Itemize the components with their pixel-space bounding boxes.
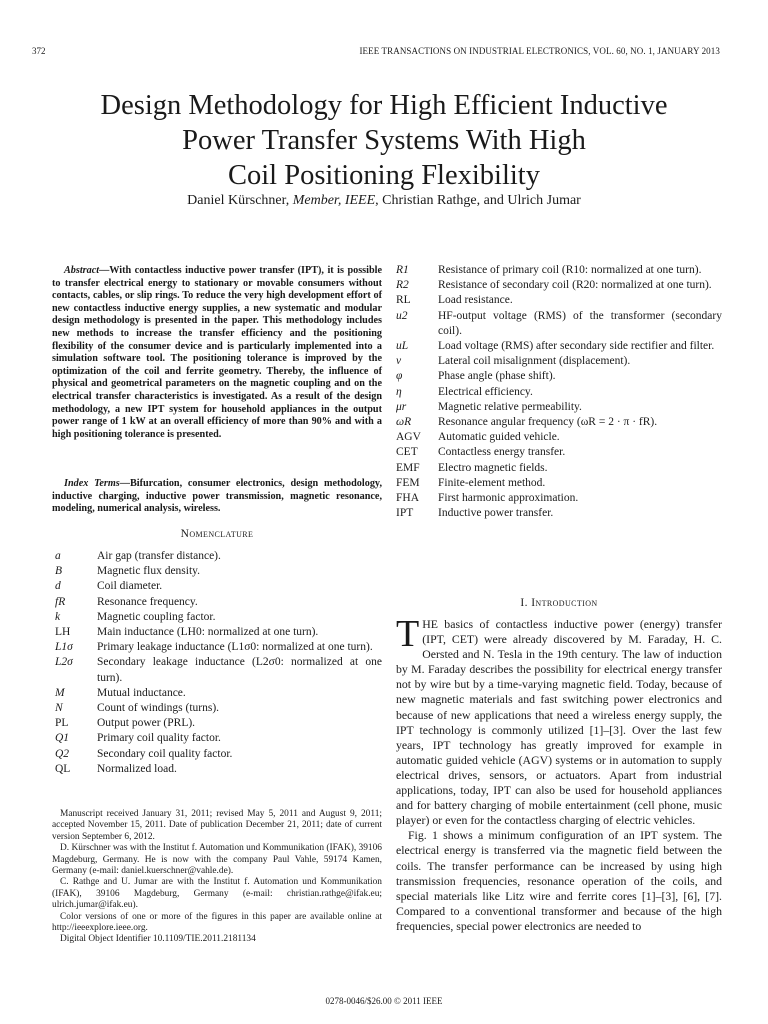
- footnote: Color versions of one or more of the figures in this paper are available online at http://ieeexplore.ieee.org.: [52, 911, 382, 934]
- intro-paragraph: THE basics of contactless inductive power (energy) transfer (IPT, CET) were already discovered by M. Faraday, H. C. Oersted and N. Tesla in the 19th century. The law of induction by M. Faraday describes the possibility for electrical energy transfer not by wire but by a time-varying magnetic field. Today, because of new magnetic materials and fast switching power electronics and because of new applications that need a wireless energy supply, the IPT technology is commonly utilized [1]–[3]. Over the last few years, IPT technology has greatly improved for example in automatic guided vehicle (AGV) systems or in automation to supply electrical drives, sensors, or actuators. Apart from industrial applications, today, IPT can also be used for household appliances and for battery charging of mobile entertainment (cell phone, music player) or even for the contactless charging of electric vehicles.: [396, 613, 722, 828]
- nomenclature-symbol: RL: [396, 294, 411, 307]
- nomenclature-definition: Normalized load.: [97, 762, 177, 775]
- nomenclature-definition: Magnetic flux density.: [97, 565, 201, 578]
- title-line: Coil Positioning Flexibility: [228, 160, 540, 191]
- nomenclature-symbol: R2: [396, 279, 409, 292]
- nomenclature-item: [55, 610, 382, 625]
- page-number: 372: [32, 46, 46, 56]
- nomenclature-definition: Mutual inductance.: [97, 686, 186, 699]
- nomenclature-item: [396, 339, 722, 354]
- nomenclature-item: [396, 354, 722, 369]
- nomenclature-symbol: IPT: [396, 507, 414, 520]
- nomenclature-item: [396, 293, 722, 308]
- nomenclature-definition: Main inductance (LH0: normalized at one turn).: [97, 626, 319, 639]
- nomenclature-definition: Air gap (transfer distance).: [97, 550, 221, 562]
- nomenclature-item: [396, 369, 722, 384]
- intro-paragraph: Fig. 1 shows a minimum configuration of an IPT system. The electrical energy is transferred via the magnetic field between the coils. The transfer performance can be increased by using high transmission frequencies, resonance operation of the coils, and special materials like Litz wire and ferrite cores [1]–[3], [6], [7]. Compared to a conventional transformer and because of the high frequencies, special power electronics are needed to: [396, 828, 722, 933]
- nomenclature-definition: HF-output voltage (RMS) of the transformer (secondary coil).: [438, 309, 722, 337]
- footnote: Digital Object Identifier 10.1109/TIE.2011.2181134: [60, 934, 256, 945]
- nomenclature-symbol: fR: [55, 595, 66, 608]
- nomenclature-symbol: AGV: [396, 431, 421, 444]
- nomenclature-item: [396, 278, 722, 293]
- introduction-body: [396, 613, 722, 934]
- nomenclature-item: [55, 625, 382, 640]
- drop-cap: T: [396, 613, 420, 655]
- nomenclature-symbol: L2σ: [55, 656, 73, 669]
- nomenclature-item: [396, 400, 722, 415]
- nomenclature-symbol: ωR: [396, 416, 412, 429]
- nomenclature-definition: Output power (PRL).: [97, 717, 196, 730]
- nomenclature-item: [396, 263, 722, 278]
- nomenclature-symbol: Q2: [55, 747, 70, 760]
- member-title: Member, IEEE: [292, 193, 376, 208]
- nomenclature-definition: Load resistance.: [438, 294, 513, 307]
- nomenclature-definition: Resonance frequency.: [97, 595, 198, 608]
- nomenclature-definition: Automatic guided vehicle.: [438, 431, 560, 444]
- nomenclature-item: [396, 476, 722, 491]
- nomenclature-item: [55, 655, 382, 685]
- index-terms-label: Index Terms: [64, 478, 120, 489]
- nomenclature-heading: Nomenclature: [180, 528, 254, 540]
- abstract-text: —With contactless inductive power transfer (IPT), it is possible to transfer electrical energy to stationary or movable consumers without contacts, cables, or slip rings. To reduce the very high development effort of new contactless inductive energy supplies, a new systematic and modular design methodology is presented in the paper. This methodology includes new methods to increase the transfer efficiency and the positioning flexibility of the consumer device and is particularly implemented into a simulation software tool. The positioning tolerance is improved by the optimization of the coil and ferrite geometry. Thereby, the influence of physical and geometrical parameters on the magnetic coupling and on the electrical transfer characteristics is investigated. As a result of the design methodology, a new IPT system for household appliances in the output power range of 1 kW at an overall efficiency of more than 90% and with a high positioning tolerance is presented.: [52, 265, 382, 440]
- title-line: Design Methodology for High Efficient Inductive: [100, 90, 668, 121]
- nomenclature-item: [55, 640, 382, 655]
- nomenclature-symbol: N: [55, 702, 63, 715]
- nomenclature-symbol: d: [55, 580, 61, 593]
- nomenclature-definition: Magnetic relative permeability.: [438, 400, 582, 413]
- nomenclature-item: [55, 564, 382, 579]
- nomenclature-item: [396, 309, 722, 339]
- nomenclature-definition: Electrical efficiency.: [438, 385, 533, 398]
- nomenclature-item: [55, 579, 382, 594]
- nomenclature-definition: Resistance of primary coil (R10: normalized at one turn).: [438, 264, 702, 276]
- footnote: Manuscript received January 31, 2011; revised May 5, 2011 and August 9, 2011; accepted November 15, 2011. Date of publication December 21, 2011; date of current version September 6, 2012.: [52, 809, 382, 842]
- nomenclature-symbol: FEM: [396, 476, 420, 489]
- nomenclature-item: [55, 716, 382, 731]
- nomenclature-symbol: CET: [396, 446, 418, 459]
- nomenclature-item: [396, 415, 722, 430]
- nomenclature-list-right: [396, 263, 722, 521]
- nomenclature-definition: First harmonic approximation.: [438, 492, 579, 505]
- nomenclature-item: [396, 491, 722, 506]
- nomenclature-definition: Secondary coil quality factor.: [97, 747, 233, 760]
- copyright-line: 0278-0046/$26.00 © 2011 IEEE: [325, 996, 443, 1006]
- nomenclature-item: [55, 549, 382, 564]
- nomenclature-symbol: B: [55, 565, 63, 578]
- nomenclature-definition: Coil diameter.: [97, 580, 163, 593]
- nomenclature-symbol: L1σ: [55, 641, 73, 654]
- nomenclature-item: [55, 731, 382, 746]
- nomenclature-definition: Primary coil quality factor.: [97, 732, 221, 745]
- index-terms-text: —Bifurcation, consumer electronics, design methodology, inductive charging, inductive power transmission, magnetic resonance, modeling, numerical analysis, wireless.: [52, 478, 382, 515]
- nomenclature-symbol: η: [396, 385, 402, 398]
- abstract: [52, 265, 382, 441]
- nomenclature-item: [396, 445, 722, 460]
- nomenclature-definition: Primary leakage inductance (L1σ0: normalized at one turn).: [97, 641, 373, 654]
- nomenclature-symbol: R1: [396, 264, 409, 276]
- nomenclature-item: [55, 762, 382, 777]
- nomenclature-definition: Contactless energy transfer.: [438, 446, 566, 459]
- footnotes: [52, 809, 382, 946]
- nomenclature-item: [55, 686, 382, 701]
- nomenclature-definition: Secondary leakage inductance (L2σ0: normalized at one turn).: [97, 656, 382, 684]
- nomenclature-item: [55, 595, 382, 610]
- author-list: Daniel Kürschner, Member, IEEE, Christian Rathge, and Ulrich Jumar: [187, 193, 581, 208]
- nomenclature-definition: Magnetic coupling factor.: [97, 610, 216, 623]
- nomenclature-definition: Resonance angular frequency (ωR = 2 · π · fR).: [438, 416, 658, 429]
- nomenclature-symbol: FHA: [396, 492, 420, 505]
- nomenclature-item: [396, 385, 722, 400]
- journal-header: IEEE TRANSACTIONS ON INDUSTRIAL ELECTRONICS, VOL. 60, NO. 1, JANUARY 2013: [359, 46, 720, 56]
- nomenclature-symbol: Q1: [55, 732, 70, 745]
- nomenclature-symbol: M: [55, 686, 65, 699]
- index-terms: [52, 478, 382, 516]
- nomenclature-item: [55, 747, 382, 762]
- nomenclature-symbol: QL: [55, 762, 71, 775]
- nomenclature-symbol: uL: [396, 340, 409, 353]
- footnote: C. Rathge and U. Jumar are with the Institut f. Automation und Kommunikation (IFAK), 39106 Magdeburg, Germany (e-mail: christian.rathge@ifak.eu; ulrich.jumar@ifak.eu).: [52, 877, 382, 911]
- nomenclature-list-left: [55, 549, 382, 777]
- nomenclature-item: [55, 701, 382, 716]
- nomenclature-symbol: v: [396, 355, 402, 368]
- nomenclature-item: [396, 461, 722, 476]
- nomenclature-definition: Phase angle (phase shift).: [438, 370, 556, 383]
- nomenclature-definition: Inductive power transfer.: [438, 507, 554, 520]
- paper-title: [40, 88, 728, 193]
- nomenclature-definition: Lateral coil misalignment (displacement).: [438, 355, 631, 368]
- footnote: D. Kürschner was with the Institut f. Automation und Kommunikation (IFAK), 39106 Magdeburg, Germany. He is now with the company Paul Vahle, 59174 Kamen, Germany (e-mail: daniel.kuerschner@vahle.de).: [52, 843, 382, 877]
- nomenclature-symbol: φ: [396, 370, 403, 383]
- nomenclature-definition: Load voltage (RMS) after secondary side rectifier and filter.: [438, 340, 715, 353]
- nomenclature-definition: Finite-element method.: [438, 476, 546, 489]
- nomenclature-symbol: k: [55, 610, 61, 623]
- nomenclature-definition: Electro magnetic fields.: [438, 461, 548, 474]
- nomenclature-definition: Count of windings (turns).: [97, 702, 220, 715]
- introduction-heading: I. Introduction: [520, 597, 598, 609]
- title-line: Power Transfer Systems With High: [182, 125, 586, 156]
- nomenclature-symbol: a: [55, 550, 61, 562]
- nomenclature-definition: Resistance of secondary coil (R20: normalized at one turn).: [438, 279, 712, 292]
- nomenclature-item: [396, 430, 722, 445]
- nomenclature-item: [396, 506, 722, 521]
- nomenclature-symbol: μr: [396, 400, 407, 413]
- abstract-label: Abstract: [64, 265, 100, 276]
- nomenclature-symbol: LH: [55, 626, 71, 639]
- nomenclature-symbol: u2: [396, 309, 408, 322]
- nomenclature-symbol: EMF: [396, 461, 420, 474]
- nomenclature-symbol: PL: [55, 717, 69, 730]
